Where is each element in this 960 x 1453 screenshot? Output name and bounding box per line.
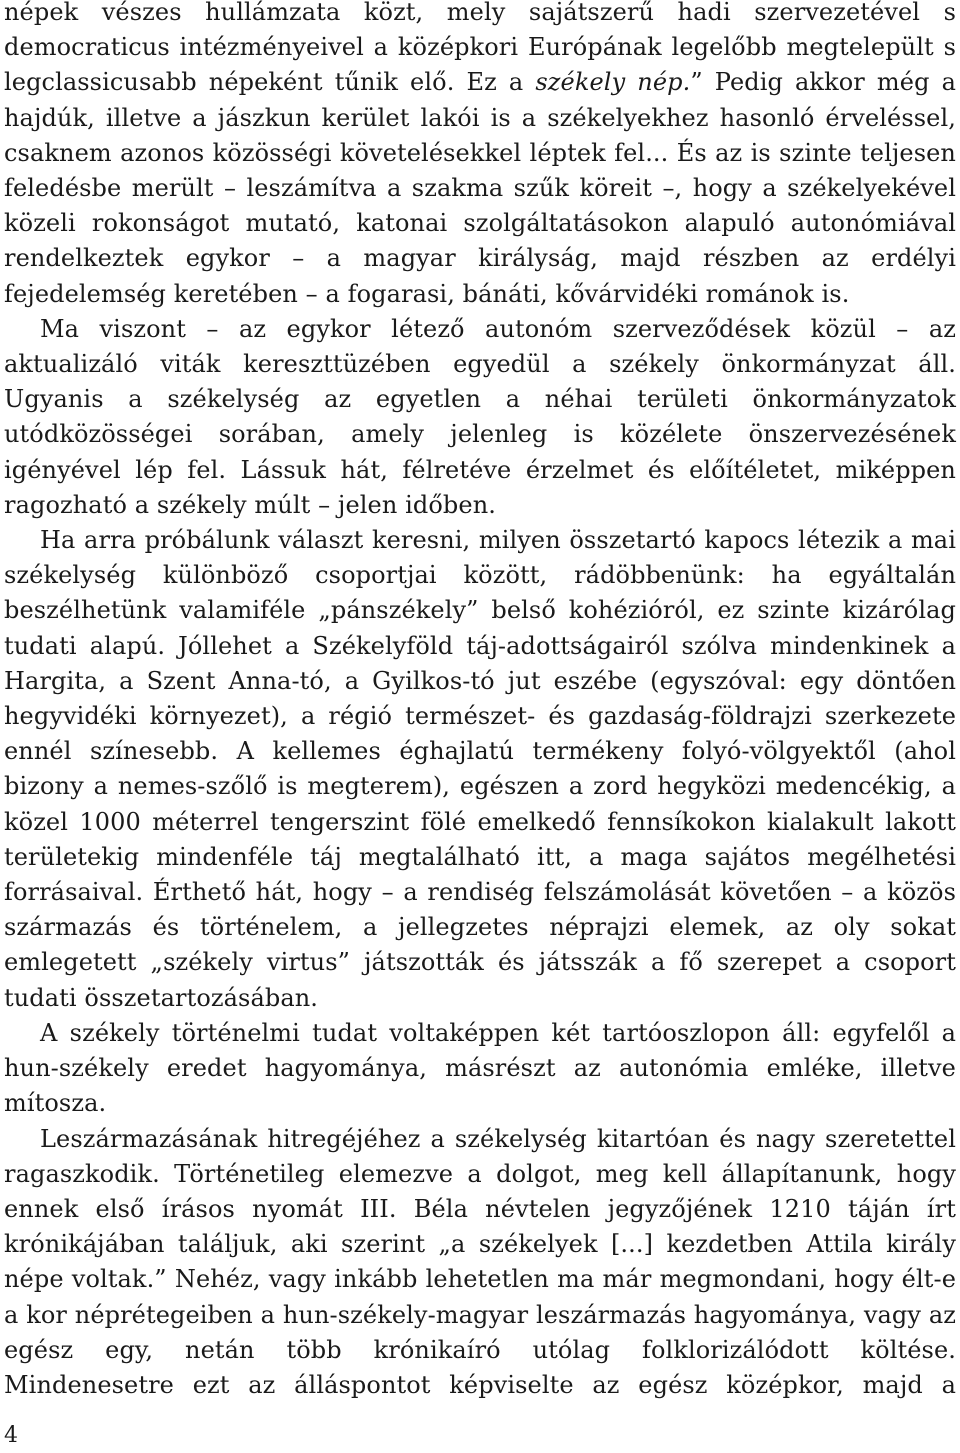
paragraph-3-text: Ha arra próbálunk választ keresni, milyen összetartó kapocs létezik a mai székelység különböző csoportjai között, rádöbbenünk: ha egyáltalán beszélhetünk valamiféle „pánszékely” belső kohézióról, ez szinte kizárólag tudati alapú. Jóllehet a Székelyföld táj-adottságairól szólva mindenkinek a Hargita, a Szent Anna-tó, a Gyilkos-tó jut eszébe (egyszóval: egy döntően hegyvidéki környezet), a régió természet- és gazdaság-földrajzi szerkezete ennél színesebb. A kellemes éghajlatú termékeny folyó-völgyektől (ahol bizony a nemes-szőlő is megterem), egészen a zord hegyközi medencékig, a közel 1000 méterrel tengerszint fölé emelkedő fennsíkokon kialakult lakott területekig mindenféle táj megtalálható itt, a maga sajátos megélhetési forrásaival. Érthető hát, hogy – a rendiség felszámolását követően – a közös származás és történelem, a jellegzetes néprajzi elemek, az oly sokat emlegetett „székely virtus” játszották és játsszák a fő szerepet a csoport tudati összetartozásában. xyxy=(4,526,956,1012)
paragraph-2-text: Ma viszont – az egykor létező autonóm szerveződések közül – az aktualizáló viták kereszttüzében egyedül a székely önkormányzat áll. Ugyanis a székelység az egyetlen a néhai területi önkormányzatok utódközösségei sorában, amely jelenleg is közélete önszervezésének igényével lép fel. Lássuk hát, félretéve érzelmet és előítéletet, miképpen ragozható a székely múlt – jelen időben. xyxy=(4,314,956,519)
paragraph-4-text: A székely történelmi tudat voltaképpen két tartóoszlopon áll: egyfelől a hun-székely eredet hagyománya, másrészt az autonómia emléke, illetve mítosza. xyxy=(4,1018,956,1118)
paragraph-4 xyxy=(4,1016,956,1122)
page-number: 4 xyxy=(4,1423,18,1448)
paragraph-1-text-b: ” Pedig akkor még a hajdúk, illetve a jászkun kerület lakói is a székelyekhez hasonló érveléssel, csaknem azonos közösségi követelésekkel léptek fel... És az is szinte teljesen feledésbe merült – leszámítva a szakma szűk köreit –, hogy a székelyekével közeli rokonságot mutató, katonai szolgáltatásokon alapuló autonómiával rendelkeztek egykor – a magyar királyság, majd részben az erdélyi fejedelemség keretében – a fogarasi, bánáti, kővárvidéki románok is. xyxy=(4,68,956,308)
paragraph-1-italic-phrase: székely nép. xyxy=(535,68,691,97)
paragraph-5-text: Leszármazásának hitregéjéhez a székelység kitartóan és nagy szeretettel ragaszkodik. Történetileg elemezve a dolgot, meg kell állapítanunk, hogy ennek első írásos nyomát III. Béla névtelen jegyzőjének 1210 táján írt krónikájában találjuk, aki szerint „a székelyek [...] kezdetben Attila király népe voltak.” Nehéz, vagy inkább lehetetlen ma már megmondani, hogy élt-e a kor néprétegeiben a hun-székely-magyar leszármazás hagyománya, vagy az egész egy, netán több krónikaíró utólag folklorizálódott költése. Mindenesetre ezt az álláspontot képviselte az egész középkor, majd a xyxy=(4,1124,956,1399)
paragraph-1 xyxy=(4,0,956,312)
paragraph-3 xyxy=(4,523,956,1016)
paragraph-2 xyxy=(4,312,956,523)
paragraph-1-text-a: népek vészes hullámzata közt, mely sajátszerű hadi szervezetével s democraticus intézményeivel a középkori Európának legelőbb megtelepült s legclassicusabb népeként tűnik elő. Ez a xyxy=(4,0,956,97)
document-body xyxy=(4,0,956,1403)
paragraph-5 xyxy=(4,1122,956,1404)
